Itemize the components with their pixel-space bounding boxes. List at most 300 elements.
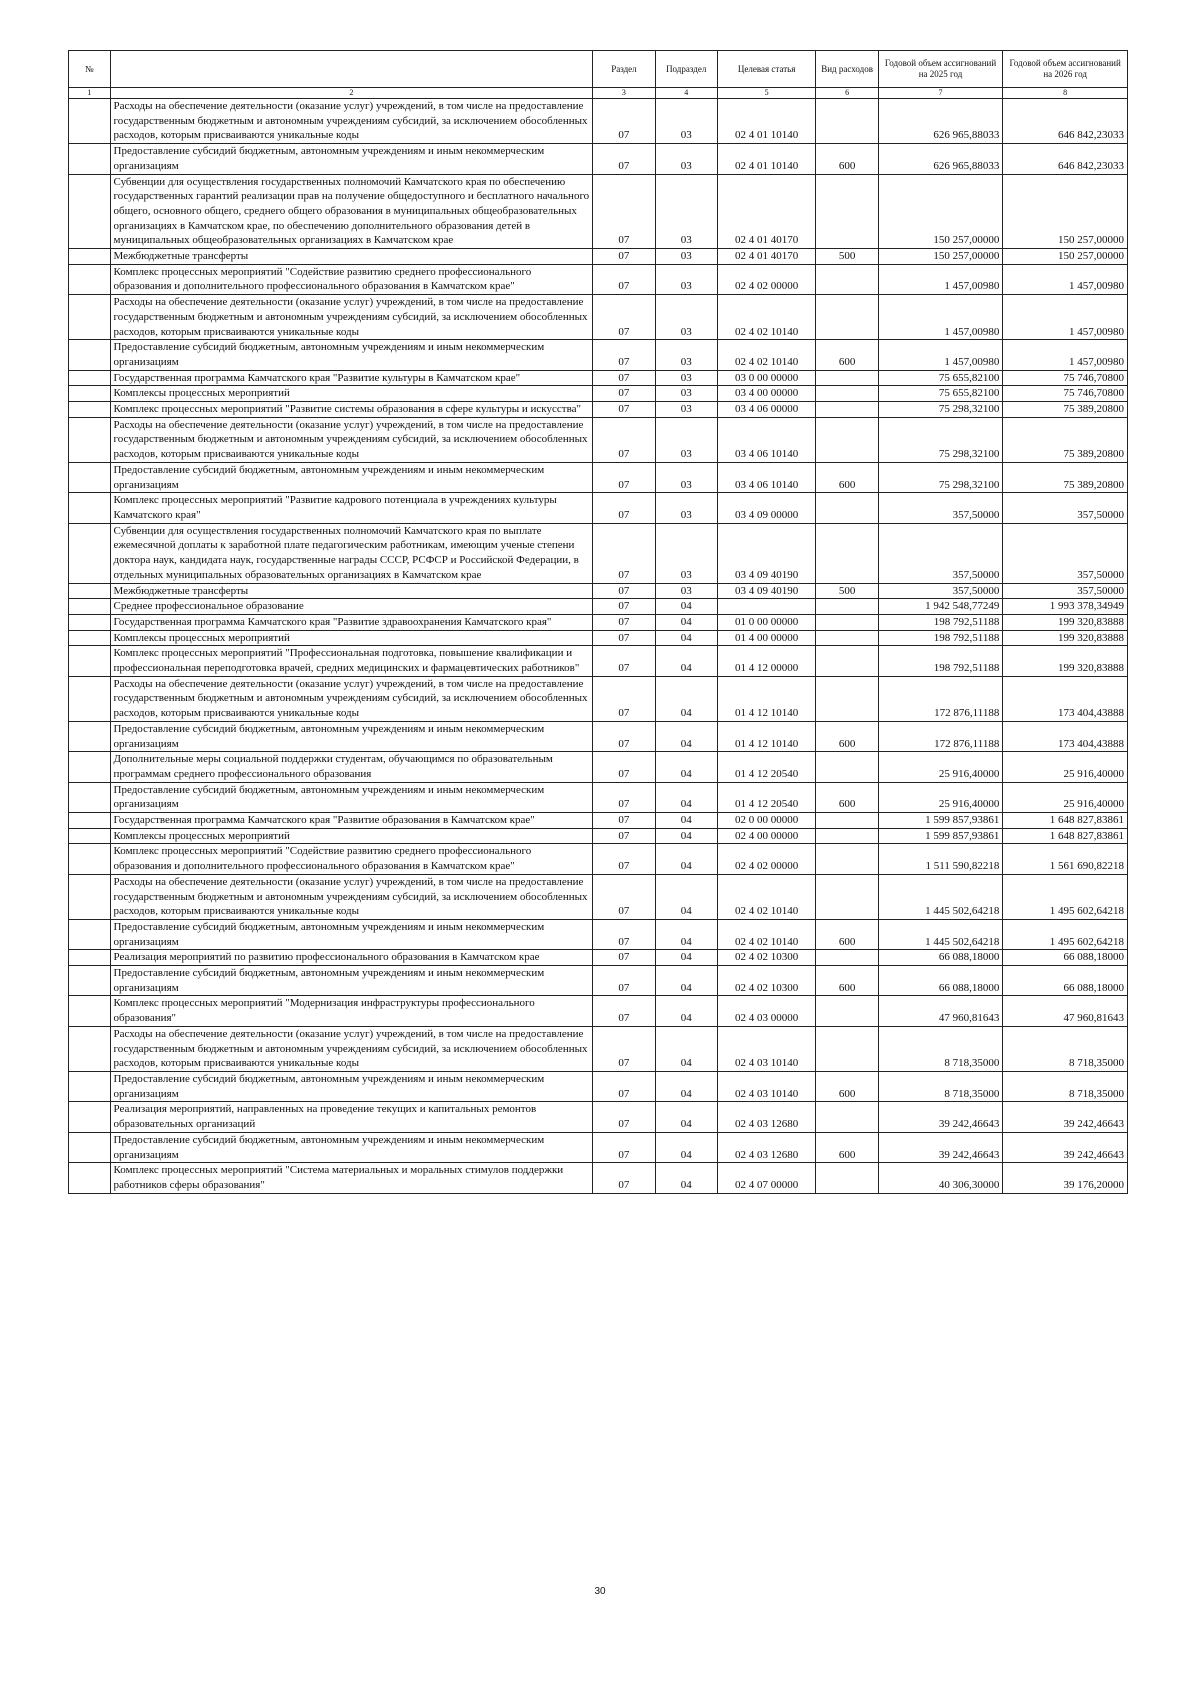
expense-type-cell	[816, 295, 878, 340]
podrazdel-cell: 04	[655, 1026, 717, 1071]
row-name-cell: Комплекс процессных мероприятий "Система материальных и моральных стимулов поддержки работников сферы образования"	[110, 1163, 593, 1193]
header-number: №	[69, 51, 111, 88]
row-name-cell: Предоставление субсидий бюджетным, автономным учреждениям и иным некоммерческим организациям	[110, 782, 593, 812]
header-podrazdel: Подраздел	[655, 51, 717, 88]
amount-2026-cell: 75 389,20800	[1003, 417, 1128, 462]
row-name-cell: Комплекс процессных мероприятий "Модернизация инфраструктуры профессионального образования"	[110, 996, 593, 1026]
podrazdel-cell: 04	[655, 630, 717, 646]
table-row	[69, 1026, 1128, 1071]
podrazdel-cell: 04	[655, 1102, 717, 1132]
row-name-cell: Комплекс процессных мероприятий "Содействие развитию среднего профессионального образования и дополнительного профессионального образования в Камчатском крае"	[110, 844, 593, 874]
amount-2025-cell: 1 511 590,82218	[878, 844, 1003, 874]
row-name-cell: Предоставление субсидий бюджетным, автономным учреждениям и иным некоммерческим организациям	[110, 1132, 593, 1162]
target-article-cell: 02 4 02 10140	[717, 919, 816, 949]
expense-type-cell	[816, 386, 878, 402]
table-row	[69, 523, 1128, 583]
row-name-cell: Расходы на обеспечение деятельности (оказание услуг) учреждений, в том числе на предоставление государственным бюджетным и автономным учреждениям субсидий, за исключением обособленных расходов, которым присваиваются уникальные коды	[110, 295, 593, 340]
table-row	[69, 462, 1128, 492]
amount-2025-cell: 1 445 502,64218	[878, 919, 1003, 949]
expense-type-cell: 600	[816, 966, 878, 996]
expense-type-cell	[816, 174, 878, 249]
amount-2026-cell: 25 916,40000	[1003, 782, 1128, 812]
row-name-cell: Межбюджетные трансферты	[110, 249, 593, 265]
amount-2026-cell: 1 457,00980	[1003, 340, 1128, 370]
expense-type-cell: 600	[816, 1132, 878, 1162]
table-row	[69, 1132, 1128, 1162]
razdel-cell: 07	[593, 630, 655, 646]
podrazdel-cell: 04	[655, 996, 717, 1026]
amount-2026-cell: 1 495 602,64218	[1003, 919, 1128, 949]
podrazdel-cell: 04	[655, 599, 717, 615]
amount-2026-cell: 357,50000	[1003, 493, 1128, 523]
table-row	[69, 295, 1128, 340]
amount-2026-cell: 25 916,40000	[1003, 752, 1128, 782]
row-number-cell	[69, 630, 111, 646]
amount-2026-cell: 199 320,83888	[1003, 614, 1128, 630]
podrazdel-cell: 03	[655, 462, 717, 492]
row-name-cell: Предоставление субсидий бюджетным, автономным учреждениям и иным некоммерческим организациям	[110, 1072, 593, 1102]
amount-2026-cell: 47 960,81643	[1003, 996, 1128, 1026]
amount-2025-cell: 172 876,11188	[878, 676, 1003, 721]
row-number-cell	[69, 462, 111, 492]
row-number-cell	[69, 844, 111, 874]
podrazdel-cell: 04	[655, 1163, 717, 1193]
row-number-cell	[69, 950, 111, 966]
expense-type-cell	[816, 752, 878, 782]
target-article-cell: 02 4 01 10140	[717, 99, 816, 144]
row-number-cell	[69, 340, 111, 370]
header-amount-2025: Годовой объем ассигнований на 2025 год	[878, 51, 1003, 88]
expense-type-cell: 500	[816, 583, 878, 599]
table-row	[69, 599, 1128, 615]
podrazdel-cell: 04	[655, 646, 717, 676]
row-name-cell: Комплексы процессных мероприятий	[110, 828, 593, 844]
column-number-row	[69, 88, 1128, 99]
expense-type-cell	[816, 630, 878, 646]
amount-2026-cell: 1 495 602,64218	[1003, 874, 1128, 919]
row-name-cell: Субвенции для осуществления государственных полномочий Камчатского края по обеспечению государственных гарантий реализации прав на получение общедоступного и бесплатного начального общего, основного общего, среднего общего образования в муниципальных общеобразовательных организациях в Камчатском крае, по обеспечению дополнительного образования детей в муниципальных общеобразовательных организациях в Камчатском крае	[110, 174, 593, 249]
target-article-cell: 02 4 02 10300	[717, 966, 816, 996]
amount-2026-cell: 646 842,23033	[1003, 99, 1128, 144]
razdel-cell: 07	[593, 1072, 655, 1102]
row-name-cell: Расходы на обеспечение деятельности (оказание услуг) учреждений, в том числе на предоставление государственным бюджетным и автономным учреждениям субсидий, за исключением обособленных расходов, которым присваиваются уникальные коды	[110, 874, 593, 919]
table-row	[69, 1163, 1128, 1193]
table-row	[69, 630, 1128, 646]
target-article-cell: 01 4 12 20540	[717, 752, 816, 782]
target-article-cell: 01 4 00 00000	[717, 630, 816, 646]
amount-2025-cell: 1 599 857,93861	[878, 813, 1003, 829]
amount-2026-cell: 1 561 690,82218	[1003, 844, 1128, 874]
expense-type-cell	[816, 950, 878, 966]
razdel-cell: 07	[593, 996, 655, 1026]
razdel-cell: 07	[593, 752, 655, 782]
row-number-cell	[69, 295, 111, 340]
expense-type-cell	[816, 1026, 878, 1071]
razdel-cell: 07	[593, 295, 655, 340]
target-article-cell: 02 4 03 12680	[717, 1132, 816, 1162]
expense-type-cell	[816, 874, 878, 919]
razdel-cell: 07	[593, 782, 655, 812]
target-article-cell: 03 4 00 00000	[717, 386, 816, 402]
expense-type-cell: 600	[816, 462, 878, 492]
amount-2025-cell: 75 655,82100	[878, 370, 1003, 386]
podrazdel-cell: 03	[655, 417, 717, 462]
amount-2025-cell: 198 792,51188	[878, 614, 1003, 630]
amount-2025-cell: 66 088,18000	[878, 950, 1003, 966]
expense-type-cell: 600	[816, 340, 878, 370]
row-number-cell	[69, 523, 111, 583]
row-name-cell: Предоставление субсидий бюджетным, автономным учреждениям и иным некоммерческим организациям	[110, 144, 593, 174]
amount-2025-cell: 1 942 548,77249	[878, 599, 1003, 615]
table-row	[69, 874, 1128, 919]
amount-2026-cell: 75 389,20800	[1003, 462, 1128, 492]
razdel-cell: 07	[593, 614, 655, 630]
amount-2025-cell: 626 965,88033	[878, 144, 1003, 174]
expense-type-cell	[816, 370, 878, 386]
row-number-cell	[69, 813, 111, 829]
amount-2025-cell: 40 306,30000	[878, 1163, 1003, 1193]
column-number: 5	[717, 88, 816, 99]
razdel-cell: 07	[593, 1026, 655, 1071]
razdel-cell: 07	[593, 874, 655, 919]
amount-2026-cell: 75 746,70800	[1003, 370, 1128, 386]
table-row	[69, 370, 1128, 386]
expense-type-cell	[816, 996, 878, 1026]
row-number-cell	[69, 402, 111, 418]
expense-type-cell: 600	[816, 1072, 878, 1102]
razdel-cell: 07	[593, 1163, 655, 1193]
table-row	[69, 1072, 1128, 1102]
razdel-cell: 07	[593, 462, 655, 492]
row-number-cell	[69, 782, 111, 812]
row-name-cell: Предоставление субсидий бюджетным, автономным учреждениям и иным некоммерческим организациям	[110, 966, 593, 996]
row-number-cell	[69, 646, 111, 676]
podrazdel-cell: 03	[655, 402, 717, 418]
column-number: 8	[1003, 88, 1128, 99]
podrazdel-cell: 03	[655, 523, 717, 583]
target-article-cell: 02 4 01 40170	[717, 249, 816, 265]
amount-2025-cell: 75 298,32100	[878, 462, 1003, 492]
target-article-cell: 02 4 07 00000	[717, 1163, 816, 1193]
amount-2026-cell: 39 242,46643	[1003, 1132, 1128, 1162]
expense-type-cell	[816, 99, 878, 144]
row-name-cell: Реализация мероприятий по развитию профессионального образования в Камчатском крае	[110, 950, 593, 966]
row-number-cell	[69, 1102, 111, 1132]
row-number-cell	[69, 874, 111, 919]
razdel-cell: 07	[593, 340, 655, 370]
column-number: 1	[69, 88, 111, 99]
expense-type-cell	[816, 1163, 878, 1193]
expense-type-cell	[816, 646, 878, 676]
table-row	[69, 950, 1128, 966]
row-name-cell: Расходы на обеспечение деятельности (оказание услуг) учреждений, в том числе на предоставление государственным бюджетным и автономным учреждениям субсидий, за исключением обособленных расходов, которым присваиваются уникальные коды	[110, 1026, 593, 1071]
row-name-cell: Межбюджетные трансферты	[110, 583, 593, 599]
amount-2025-cell: 198 792,51188	[878, 646, 1003, 676]
podrazdel-cell: 03	[655, 295, 717, 340]
amount-2026-cell: 150 257,00000	[1003, 174, 1128, 249]
amount-2025-cell: 1 457,00980	[878, 340, 1003, 370]
row-number-cell	[69, 1072, 111, 1102]
podrazdel-cell: 04	[655, 950, 717, 966]
target-article-cell: 03 4 09 00000	[717, 493, 816, 523]
target-article-cell: 01 4 12 10140	[717, 676, 816, 721]
row-number-cell	[69, 614, 111, 630]
target-article-cell: 03 4 09 40190	[717, 523, 816, 583]
podrazdel-cell: 04	[655, 676, 717, 721]
amount-2025-cell: 75 298,32100	[878, 417, 1003, 462]
amount-2026-cell: 1 457,00980	[1003, 264, 1128, 294]
row-number-cell	[69, 174, 111, 249]
podrazdel-cell: 03	[655, 583, 717, 599]
row-number-cell	[69, 966, 111, 996]
header-row	[69, 51, 1128, 88]
razdel-cell: 07	[593, 950, 655, 966]
amount-2026-cell: 357,50000	[1003, 523, 1128, 583]
razdel-cell: 07	[593, 370, 655, 386]
expense-type-cell: 600	[816, 782, 878, 812]
row-number-cell	[69, 99, 111, 144]
row-number-cell	[69, 144, 111, 174]
amount-2025-cell: 357,50000	[878, 523, 1003, 583]
column-number: 6	[816, 88, 878, 99]
column-number: 3	[593, 88, 655, 99]
amount-2025-cell: 75 655,82100	[878, 386, 1003, 402]
podrazdel-cell: 04	[655, 721, 717, 751]
expense-type-cell	[816, 828, 878, 844]
amount-2025-cell: 150 257,00000	[878, 174, 1003, 249]
amount-2026-cell: 66 088,18000	[1003, 966, 1128, 996]
table-row	[69, 1102, 1128, 1132]
column-number: 2	[110, 88, 593, 99]
target-article-cell: 02 4 03 10140	[717, 1072, 816, 1102]
target-article-cell: 03 4 06 10140	[717, 417, 816, 462]
expense-type-cell: 600	[816, 721, 878, 751]
amount-2025-cell: 75 298,32100	[878, 402, 1003, 418]
row-name-cell: Государственная программа Камчатского края "Развитие образования в Камчатском крае"	[110, 813, 593, 829]
razdel-cell: 07	[593, 402, 655, 418]
podrazdel-cell: 03	[655, 144, 717, 174]
row-name-cell: Субвенции для осуществления государственных полномочий Камчатского края по выплате ежемесячной доплаты к заработной плате педагогическим работникам, имеющим ученые степени доктора наук, кандидата наук, государственные награды СССР, РСФСР и Российской Федерации, в отдельных муниципальных образовательных организациях в Камчатском крае	[110, 523, 593, 583]
header-amount-2026: Годовой объем ассигнований на 2026 год	[1003, 51, 1128, 88]
amount-2026-cell: 66 088,18000	[1003, 950, 1128, 966]
row-name-cell: Комплексы процессных мероприятий	[110, 386, 593, 402]
amount-2026-cell: 8 718,35000	[1003, 1072, 1128, 1102]
target-article-cell: 02 4 02 10140	[717, 295, 816, 340]
podrazdel-cell: 03	[655, 249, 717, 265]
amount-2025-cell: 626 965,88033	[878, 99, 1003, 144]
row-name-cell: Комплекс процессных мероприятий "Развитие кадрового потенциала в учреждениях культуры Камчатского края"	[110, 493, 593, 523]
amount-2026-cell: 1 648 827,83861	[1003, 813, 1128, 829]
amount-2025-cell: 1 599 857,93861	[878, 828, 1003, 844]
target-article-cell	[717, 599, 816, 615]
podrazdel-cell: 04	[655, 828, 717, 844]
row-number-cell	[69, 996, 111, 1026]
target-article-cell: 01 4 12 20540	[717, 782, 816, 812]
amount-2025-cell: 39 242,46643	[878, 1132, 1003, 1162]
razdel-cell: 07	[593, 386, 655, 402]
target-article-cell: 02 4 02 10300	[717, 950, 816, 966]
table-row	[69, 676, 1128, 721]
amount-2025-cell: 8 718,35000	[878, 1072, 1003, 1102]
podrazdel-cell: 04	[655, 1132, 717, 1162]
row-name-cell: Комплексы процессных мероприятий	[110, 630, 593, 646]
target-article-cell: 02 4 03 00000	[717, 996, 816, 1026]
row-name-cell: Предоставление субсидий бюджетным, автономным учреждениям и иным некоммерческим организациям	[110, 340, 593, 370]
podrazdel-cell: 04	[655, 614, 717, 630]
expense-type-cell: 500	[816, 249, 878, 265]
razdel-cell: 07	[593, 828, 655, 844]
expense-type-cell	[816, 813, 878, 829]
amount-2025-cell: 357,50000	[878, 583, 1003, 599]
expense-type-cell	[816, 523, 878, 583]
target-article-cell: 03 4 06 10140	[717, 462, 816, 492]
razdel-cell: 07	[593, 599, 655, 615]
podrazdel-cell: 03	[655, 264, 717, 294]
budget-table	[68, 50, 1128, 1194]
amount-2025-cell: 1 457,00980	[878, 264, 1003, 294]
row-name-cell: Государственная программа Камчатского края "Развитие культуры в Камчатском крае"	[110, 370, 593, 386]
expense-type-cell	[816, 264, 878, 294]
table-row	[69, 144, 1128, 174]
row-name-cell: Комплекс процессных мероприятий "Профессиональная подготовка, повышение квалификации и профессиональная переподготовка врачей, средних медицинских и фармацевтических работников"	[110, 646, 593, 676]
target-article-cell: 02 4 03 12680	[717, 1102, 816, 1132]
razdel-cell: 07	[593, 813, 655, 829]
row-number-cell	[69, 599, 111, 615]
row-number-cell	[69, 919, 111, 949]
target-article-cell: 02 4 02 10140	[717, 340, 816, 370]
row-number-cell	[69, 417, 111, 462]
row-number-cell	[69, 583, 111, 599]
table-row	[69, 99, 1128, 144]
razdel-cell: 07	[593, 523, 655, 583]
razdel-cell: 07	[593, 1102, 655, 1132]
table-row	[69, 264, 1128, 294]
table-row	[69, 966, 1128, 996]
row-number-cell	[69, 493, 111, 523]
podrazdel-cell: 03	[655, 370, 717, 386]
expense-type-cell	[816, 493, 878, 523]
expense-type-cell	[816, 844, 878, 874]
row-name-cell: Дополнительные меры социальной поддержки студентам, обучающимся по образовательным программам среднего профессионального образования	[110, 752, 593, 782]
row-number-cell	[69, 264, 111, 294]
row-number-cell	[69, 370, 111, 386]
amount-2026-cell: 199 320,83888	[1003, 630, 1128, 646]
expense-type-cell	[816, 417, 878, 462]
target-article-cell: 02 0 00 00000	[717, 813, 816, 829]
amount-2025-cell: 172 876,11188	[878, 721, 1003, 751]
row-number-cell	[69, 1163, 111, 1193]
amount-2026-cell: 1 648 827,83861	[1003, 828, 1128, 844]
podrazdel-cell: 04	[655, 752, 717, 782]
target-article-cell: 01 4 12 00000	[717, 646, 816, 676]
expense-type-cell	[816, 614, 878, 630]
table-row	[69, 996, 1128, 1026]
amount-2026-cell: 8 718,35000	[1003, 1026, 1128, 1071]
row-name-cell: Расходы на обеспечение деятельности (оказание услуг) учреждений, в том числе на предоставление государственным бюджетным и автономным учреждениям субсидий, за исключением обособленных расходов, которым присваиваются уникальные коды	[110, 417, 593, 462]
target-article-cell: 02 4 01 40170	[717, 174, 816, 249]
amount-2026-cell: 39 176,20000	[1003, 1163, 1128, 1193]
row-name-cell: Комплекс процессных мероприятий "Развитие системы образования в сфере культуры и искусства"	[110, 402, 593, 418]
header-name	[110, 51, 593, 88]
target-article-cell: 02 4 02 00000	[717, 264, 816, 294]
row-name-cell: Среднее профессиональное образование	[110, 599, 593, 615]
header-razdel: Раздел	[593, 51, 655, 88]
table-row	[69, 249, 1128, 265]
amount-2026-cell: 173 404,43888	[1003, 721, 1128, 751]
razdel-cell: 07	[593, 721, 655, 751]
razdel-cell: 07	[593, 417, 655, 462]
row-number-cell	[69, 386, 111, 402]
table-row	[69, 417, 1128, 462]
amount-2026-cell: 1 993 378,34949	[1003, 599, 1128, 615]
podrazdel-cell: 04	[655, 874, 717, 919]
podrazdel-cell: 04	[655, 782, 717, 812]
expense-type-cell: 600	[816, 919, 878, 949]
razdel-cell: 07	[593, 1132, 655, 1162]
razdel-cell: 07	[593, 99, 655, 144]
amount-2026-cell: 75 389,20800	[1003, 402, 1128, 418]
amount-2025-cell: 25 916,40000	[878, 752, 1003, 782]
amount-2026-cell: 646 842,23033	[1003, 144, 1128, 174]
amount-2025-cell: 25 916,40000	[878, 782, 1003, 812]
table-row	[69, 844, 1128, 874]
target-article-cell: 01 0 00 00000	[717, 614, 816, 630]
amount-2025-cell: 8 718,35000	[878, 1026, 1003, 1071]
table-body	[69, 99, 1128, 1194]
table-row	[69, 721, 1128, 751]
target-article-cell: 03 0 00 00000	[717, 370, 816, 386]
amount-2026-cell: 39 242,46643	[1003, 1102, 1128, 1132]
target-article-cell: 01 4 12 10140	[717, 721, 816, 751]
podrazdel-cell: 04	[655, 919, 717, 949]
podrazdel-cell: 03	[655, 386, 717, 402]
table-row	[69, 402, 1128, 418]
table-row	[69, 752, 1128, 782]
razdel-cell: 07	[593, 493, 655, 523]
razdel-cell: 07	[593, 919, 655, 949]
target-article-cell: 02 4 02 10140	[717, 874, 816, 919]
amount-2025-cell: 1 457,00980	[878, 295, 1003, 340]
razdel-cell: 07	[593, 249, 655, 265]
table-row	[69, 493, 1128, 523]
target-article-cell: 02 4 00 00000	[717, 828, 816, 844]
table-row	[69, 340, 1128, 370]
amount-2025-cell: 198 792,51188	[878, 630, 1003, 646]
amount-2026-cell: 173 404,43888	[1003, 676, 1128, 721]
table-row	[69, 782, 1128, 812]
row-name-cell: Предоставление субсидий бюджетным, автономным учреждениям и иным некоммерческим организациям	[110, 462, 593, 492]
podrazdel-cell: 03	[655, 99, 717, 144]
razdel-cell: 07	[593, 144, 655, 174]
podrazdel-cell: 03	[655, 174, 717, 249]
row-number-cell	[69, 676, 111, 721]
row-number-cell	[69, 721, 111, 751]
podrazdel-cell: 03	[655, 493, 717, 523]
row-number-cell	[69, 1132, 111, 1162]
table-row	[69, 174, 1128, 249]
row-number-cell	[69, 1026, 111, 1071]
row-name-cell: Государственная программа Камчатского края "Развитие здравоохранения Камчатского края"	[110, 614, 593, 630]
table-row	[69, 919, 1128, 949]
row-number-cell	[69, 752, 111, 782]
target-article-cell: 03 4 09 40190	[717, 583, 816, 599]
amount-2025-cell: 39 242,46643	[878, 1102, 1003, 1132]
amount-2025-cell: 357,50000	[878, 493, 1003, 523]
razdel-cell: 07	[593, 174, 655, 249]
expense-type-cell	[816, 676, 878, 721]
target-article-cell: 02 4 03 10140	[717, 1026, 816, 1071]
table-row	[69, 813, 1128, 829]
